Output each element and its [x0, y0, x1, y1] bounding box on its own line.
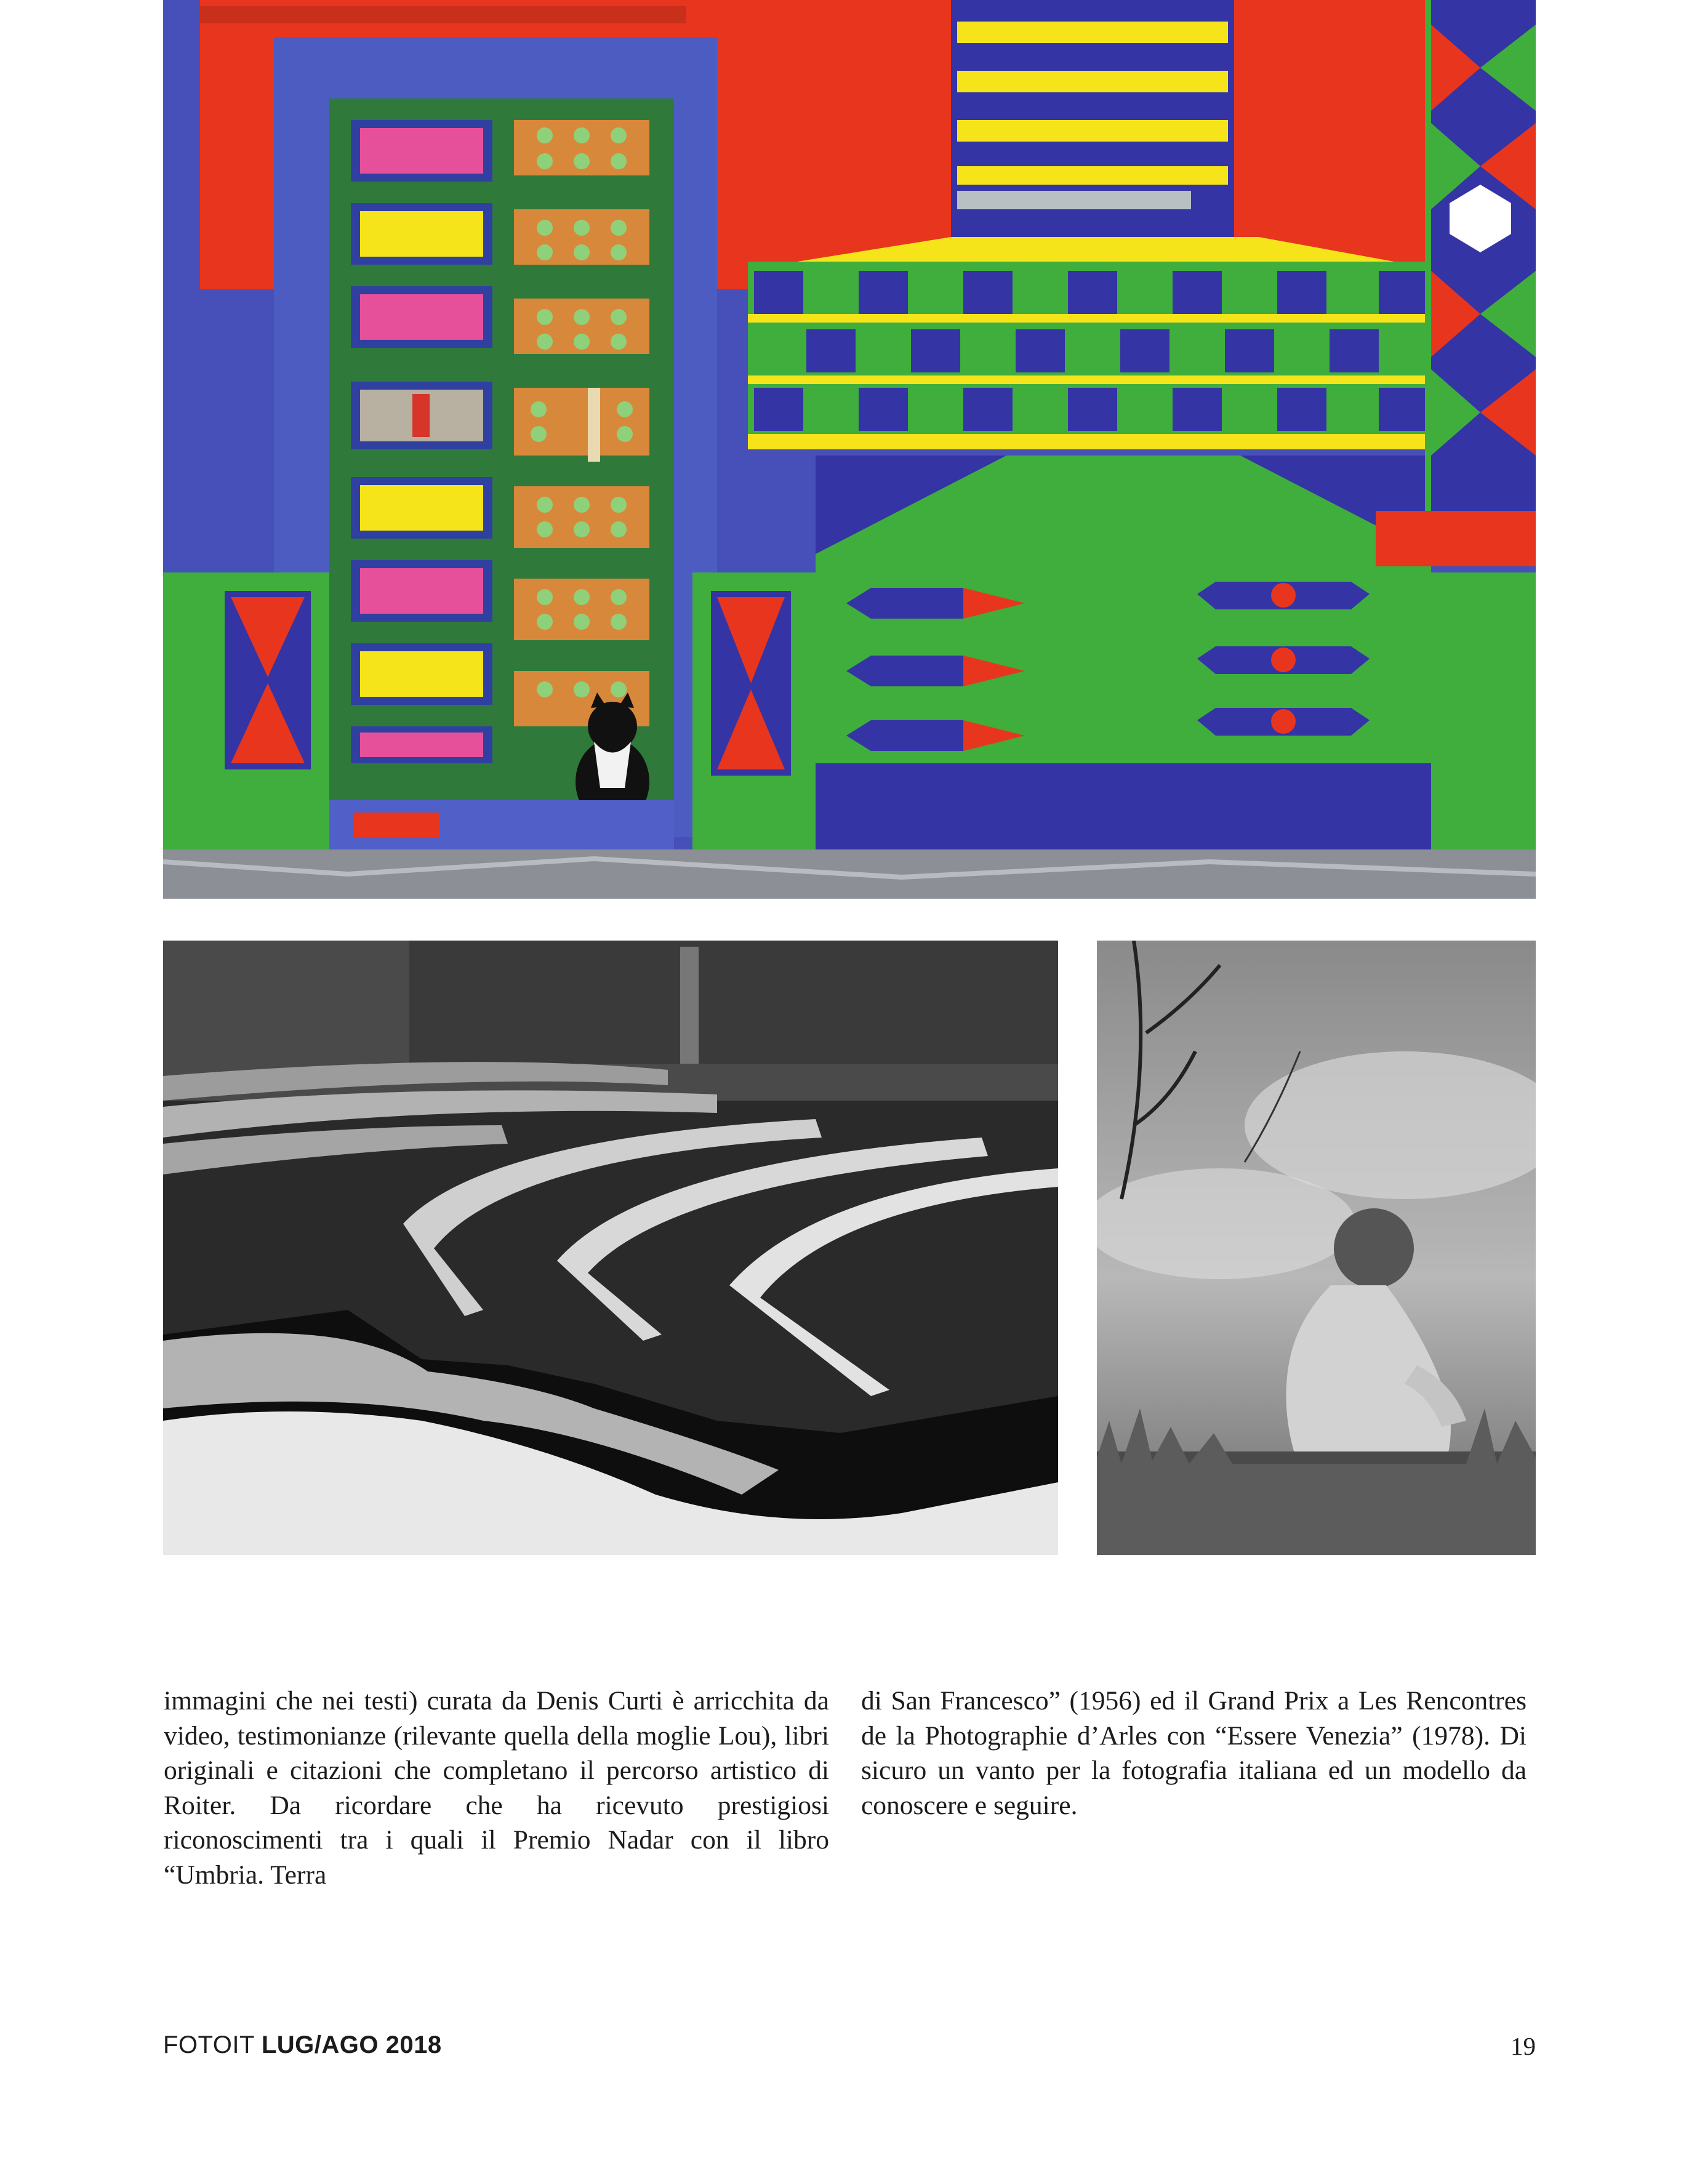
article-paragraph: di San Francesco” (1956) ed il Grand Prix a Les Rencontres de la Photographie d’Arles con “Essere Venezia” (1978). Di sicuro un vanto per la fotografia italiana ed un modello da conoscere e seguire.: [861, 1686, 1526, 1820]
photo-gondolas-bw: [163, 941, 1058, 1555]
article-column-right: [861, 1684, 1526, 1823]
article-column-left: [164, 1684, 829, 1892]
magazine-name: FOTOIT: [163, 2031, 255, 2058]
photo-kneeling-figure-bw: [1097, 941, 1536, 1555]
article-paragraph: immagini che nei testi) curata da Denis Curti è arricchita da video, testimonianze (rilevante quella della moglie Lou), libri originali e citazioni che completano il percorso artistico di Roiter. Da ricordare che ha ricevuto prestigiosi riconoscimenti tra i quali il Premio Nadar con il libro “Umbria. Terra: [164, 1686, 829, 1890]
issue-date: LUG/AGO 2018: [261, 2031, 442, 2058]
footer-magazine-issue: [163, 2030, 442, 2060]
photo-painted-house-facade: [163, 0, 1536, 899]
page-number: 19: [1510, 2032, 1536, 2060]
